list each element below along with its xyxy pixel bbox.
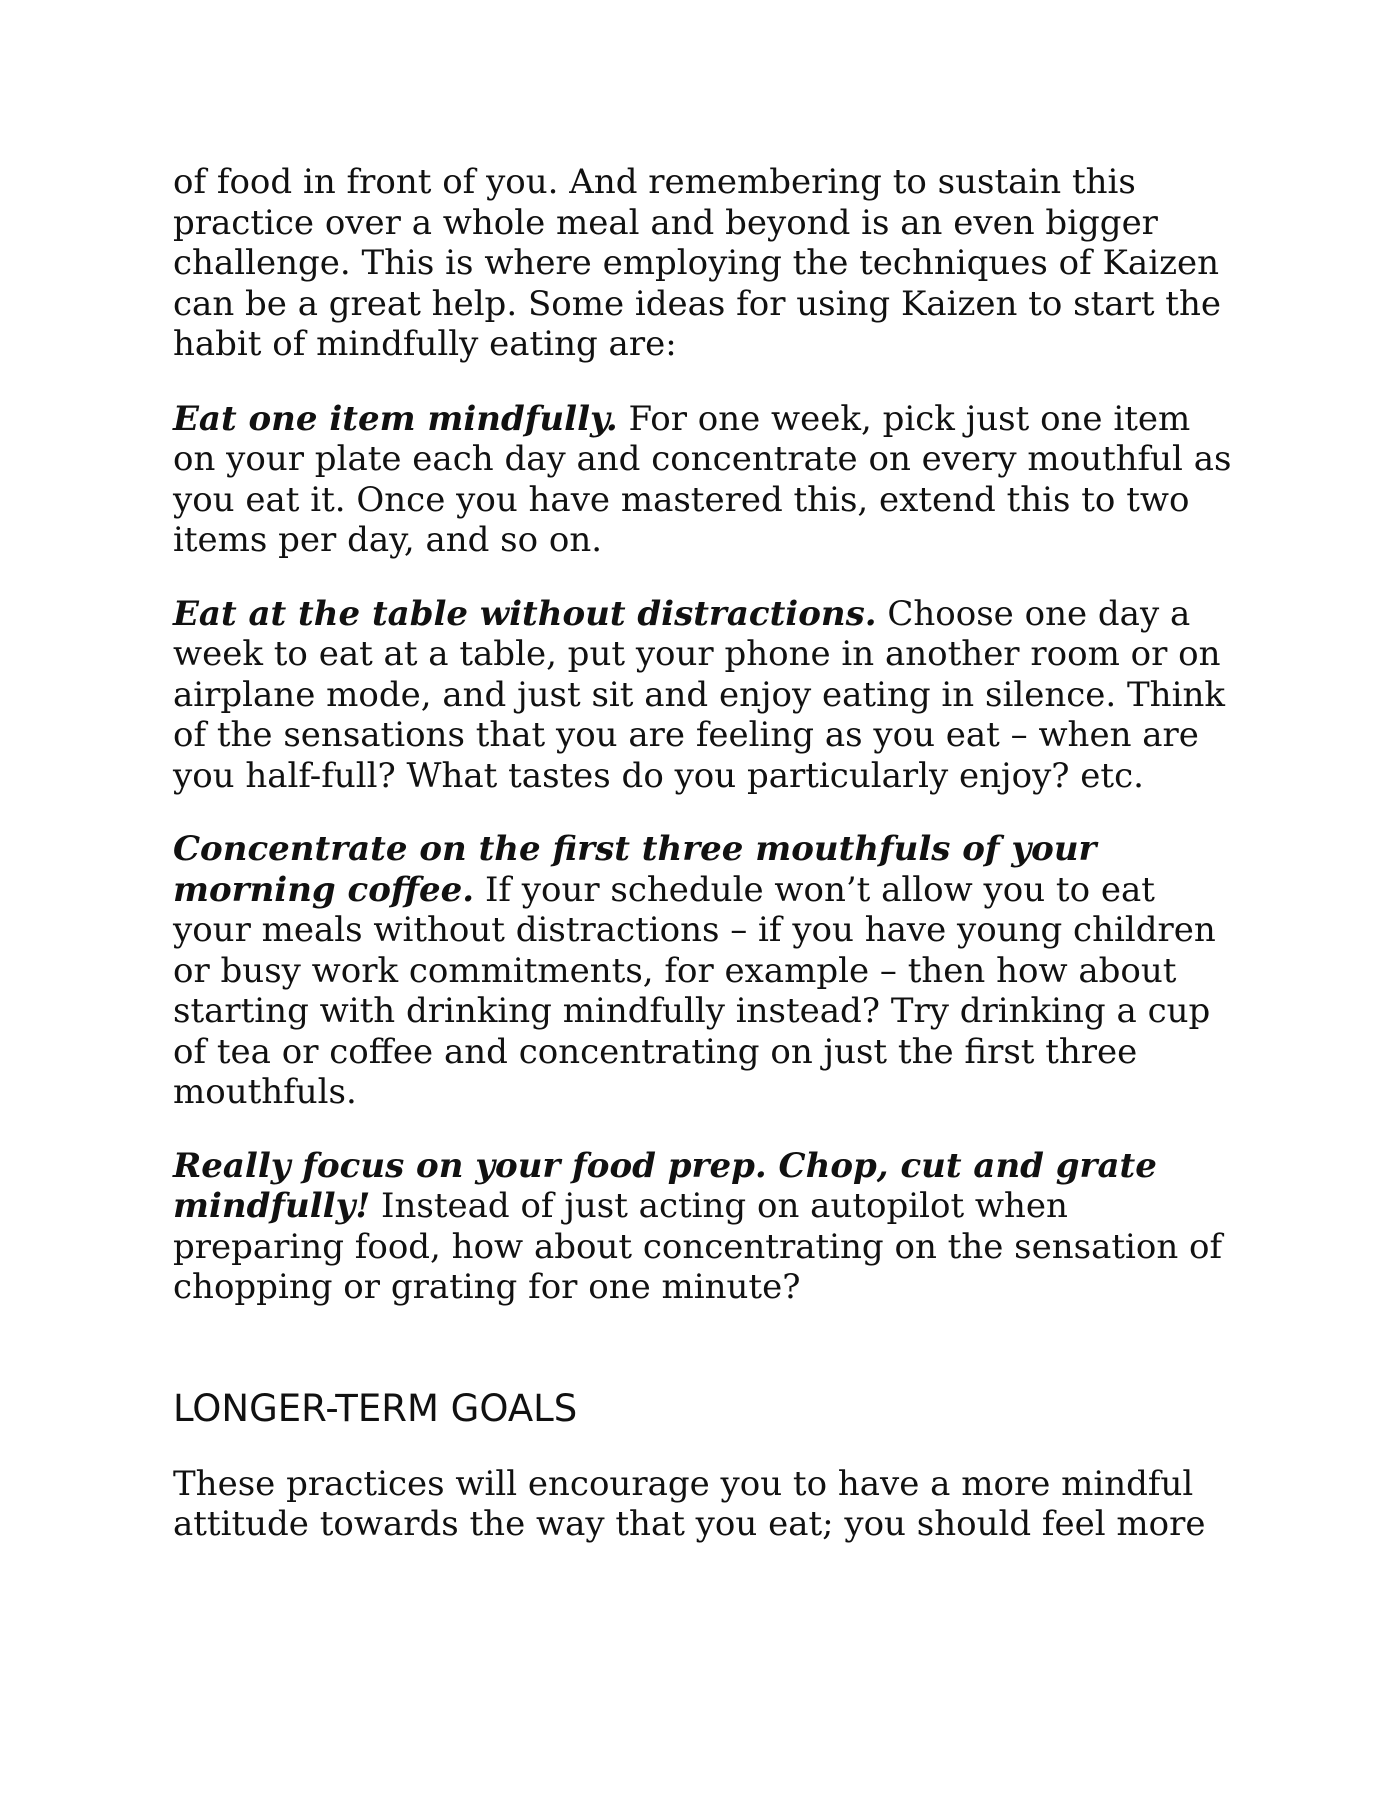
intro-paragraph: of food in front of you. And remembering to sustain this practice over a whole meal and beyond is an even bigger challenge. This is where employing the techniques of Kaizen can be a great help. Some ideas for using Kaizen to start the habit of mindfully eating are: [173, 162, 1221, 364]
section-heading: LONGER-TERM GOALS [173, 1386, 578, 1430]
tip-lead: Eat one item mindfully. [173, 398, 618, 439]
tip-morning-coffee [173, 829, 1233, 1113]
document-page [173, 162, 1233, 1578]
closing-paragraph: These practices will encourage you to have a more mindful attitude towards the way that you eat; you should feel more [173, 1463, 1206, 1544]
tip-lead: Really focus on your food prep. Chop, cut and grate mindfully! [173, 1145, 1157, 1226]
tip-lead: Concentrate on the first three mouthfuls of your morning coffee. [173, 829, 1097, 910]
tip-eat-one-item [173, 399, 1233, 561]
tip-food-prep [173, 1146, 1233, 1308]
tip-text: Instead of just acting on autopilot when preparing food, how about concentrating on the sensation of chopping or grating for one minute? [173, 1186, 1223, 1307]
tip-text: For one week, pick just one item on your plate each day and concentrate on every mouthful as you eat it. Once you have mastered this, extend this to two items per day, and so on. [173, 398, 1232, 560]
tip-lead: Eat at the table without distractions. [173, 593, 877, 634]
tip-text: If your schedule won’t allow you to eat your meals without distractions – if you have young children or busy work commitments, for example – then how about starting with drinking mindfully instead? Try drinking a cup of tea or coffee and concentrating on just the first three mouthfuls. [173, 869, 1216, 1112]
tip-text: Choose one day a week to eat at a table, put your phone in another room or on airplane mode, and just sit and enjoy eating in silence. Think of the sensations that you are feeling as you eat – when are you half-full? What tastes do you particularly enjoy? etc. [173, 593, 1225, 796]
tip-eat-at-table [173, 594, 1233, 797]
